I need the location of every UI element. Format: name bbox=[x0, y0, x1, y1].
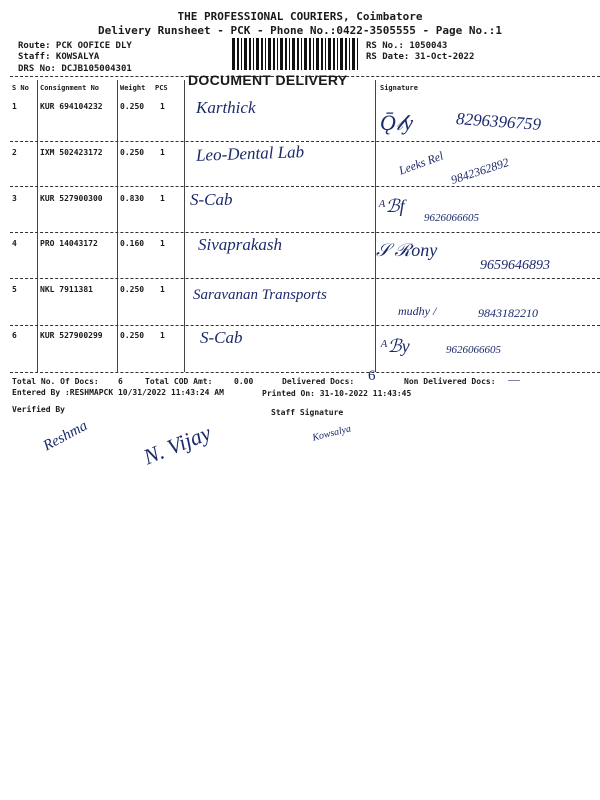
barcode-bar bbox=[328, 38, 331, 70]
barcode-bar bbox=[337, 38, 338, 70]
col-divider bbox=[117, 80, 118, 372]
barcode-bar bbox=[297, 38, 299, 70]
barcode-bar bbox=[241, 38, 242, 70]
row-pcs: 1 bbox=[160, 102, 165, 111]
barcode-bar bbox=[261, 38, 263, 70]
receiver-name: Leo-Dental Lab bbox=[195, 142, 305, 165]
barcode-bar bbox=[333, 38, 335, 70]
receiver-phone: 9626066605 bbox=[424, 212, 479, 224]
barcode-bar bbox=[273, 38, 275, 70]
barcode-bar bbox=[268, 38, 271, 70]
printed-on: Printed On: 31-10-2022 11:43:45 bbox=[262, 389, 412, 398]
barcode-bar bbox=[340, 38, 343, 70]
signature-mark: ᴬℬf bbox=[378, 196, 405, 216]
row-weight: 0.250 bbox=[120, 285, 145, 294]
col-divider bbox=[375, 80, 376, 372]
drs-number: DRS No: DCJB105004301 bbox=[18, 64, 132, 74]
col-weight: Weight bbox=[120, 84, 146, 92]
barcode-bar bbox=[244, 38, 247, 70]
barcode-bar bbox=[249, 38, 251, 70]
row-sno: 6 bbox=[12, 331, 17, 340]
row-consignment: NKL 7911381 bbox=[40, 285, 93, 294]
receiver-name: S-Cab bbox=[190, 190, 233, 209]
col-divider bbox=[37, 80, 38, 372]
staff: Staff: KOWSALYA bbox=[18, 52, 100, 62]
receiver-name: S-Cab bbox=[200, 328, 243, 347]
row-weight: 0.830 bbox=[120, 194, 145, 203]
verifier-signature: Reshma bbox=[40, 417, 91, 455]
barcode-bar bbox=[352, 38, 355, 70]
row-pcs: 1 bbox=[160, 194, 165, 203]
barcode-bar bbox=[304, 38, 307, 70]
row-weight: 0.250 bbox=[120, 148, 145, 157]
barcode-bar bbox=[253, 38, 254, 70]
row-rule bbox=[10, 141, 600, 142]
company-title: THE PROFESSIONAL COURIERS, Coimbatore bbox=[177, 10, 423, 23]
barcode-bar bbox=[232, 38, 235, 70]
rs-number: RS No.: 1050043 bbox=[366, 41, 448, 51]
barcode-bar bbox=[277, 38, 278, 70]
receiver-name: Karthick bbox=[196, 98, 256, 117]
barcode-bar bbox=[256, 38, 259, 70]
signature-mark: Leeks Rel bbox=[396, 148, 446, 178]
row-pcs: 1 bbox=[160, 331, 165, 340]
row-consignment: IXM 502423172 bbox=[40, 148, 103, 157]
row-rule bbox=[10, 232, 600, 233]
barcode-bar bbox=[289, 38, 290, 70]
col-consignment: Consignment No bbox=[40, 84, 100, 92]
signature-mark: mudhy / bbox=[398, 304, 437, 318]
non-delivered-label: Non Delivered Docs: bbox=[404, 377, 496, 386]
staff-signature-label: Staff Signature bbox=[271, 408, 344, 417]
col-pcs: PCS bbox=[155, 84, 168, 92]
verifier-signature-2: N. Vijay bbox=[139, 419, 215, 470]
row-sno: 2 bbox=[12, 148, 17, 157]
col-signature: Signature bbox=[380, 84, 418, 92]
row-pcs: 1 bbox=[160, 239, 165, 248]
row-sno: 4 bbox=[12, 239, 17, 248]
col-divider bbox=[184, 80, 185, 372]
staff-signature: Kowsalya bbox=[311, 423, 353, 444]
non-delivered-value: — bbox=[508, 372, 520, 386]
receiver-name: Saravanan Transports bbox=[193, 287, 327, 303]
delivered-value: 6 bbox=[368, 368, 376, 384]
row-sno: 1 bbox=[12, 102, 17, 111]
receiver-phone: 9626066605 bbox=[446, 344, 501, 356]
barcode-bar bbox=[301, 38, 302, 70]
signature-mark: ᴬℬy bbox=[380, 336, 410, 356]
row-rule bbox=[10, 278, 600, 279]
document-delivery-title: DOCUMENT DELIVERY bbox=[188, 72, 348, 88]
runsheet-subtitle: Delivery Runsheet - PCK - Phone No.:0422-3505555 - Page No.:1 bbox=[98, 24, 502, 37]
row-rule bbox=[10, 186, 600, 187]
row-rule bbox=[10, 325, 600, 326]
row-weight: 0.250 bbox=[120, 331, 145, 340]
barcode-bar bbox=[349, 38, 350, 70]
total-cod-label: Total COD Amt: bbox=[145, 377, 213, 386]
barcode-bar bbox=[313, 38, 314, 70]
route: Route: PCK OOFICE DLY bbox=[18, 41, 132, 51]
row-consignment: PRO 14043172 bbox=[40, 239, 98, 248]
barcode-bar bbox=[265, 38, 266, 70]
barcode-bar bbox=[316, 38, 319, 70]
barcode-bar bbox=[285, 38, 287, 70]
rs-date: RS Date: 31-Oct-2022 bbox=[366, 52, 475, 62]
total-docs-value: 6 bbox=[118, 377, 123, 386]
barcode-bar bbox=[309, 38, 311, 70]
barcode-bar bbox=[237, 38, 239, 70]
row-weight: 0.250 bbox=[120, 102, 145, 111]
row-consignment: KUR 527900299 bbox=[40, 331, 103, 340]
row-pcs: 1 bbox=[160, 285, 165, 294]
entered-by: Entered By :RESHMAPCK 10/31/2022 11:43:24 AM bbox=[12, 388, 224, 397]
barcode bbox=[232, 38, 358, 70]
col-sno: S No bbox=[12, 84, 29, 92]
total-cod-value: 0.00 bbox=[234, 377, 254, 386]
receiver-phone: 8296396759 bbox=[455, 109, 542, 134]
row-pcs: 1 bbox=[160, 148, 165, 157]
verified-by-label: Verified By bbox=[12, 405, 65, 414]
barcode-bar bbox=[292, 38, 295, 70]
barcode-bar bbox=[345, 38, 347, 70]
receiver-name: Sivaprakash bbox=[198, 235, 283, 254]
signature-mark: 𝒮 ℛony bbox=[376, 240, 438, 260]
row-consignment: KUR 694104232 bbox=[40, 102, 103, 111]
receiver-phone: 9659646893 bbox=[480, 258, 550, 273]
total-docs-label: Total No. Of Docs: bbox=[12, 377, 99, 386]
row-sno: 5 bbox=[12, 285, 17, 294]
row-weight: 0.160 bbox=[120, 239, 145, 248]
row-consignment: KUR 527900300 bbox=[40, 194, 103, 203]
barcode-bar bbox=[280, 38, 283, 70]
barcode-bar bbox=[357, 38, 358, 70]
barcode-bar bbox=[321, 38, 323, 70]
barcode-bar bbox=[325, 38, 326, 70]
delivered-label: Delivered Docs: bbox=[282, 377, 355, 386]
row-sno: 3 bbox=[12, 194, 17, 203]
receiver-phone: 9842362892 bbox=[449, 155, 511, 187]
signature-mark: Ǭ𝓁y bbox=[380, 110, 413, 135]
receiver-phone: 9843182210 bbox=[478, 306, 538, 320]
